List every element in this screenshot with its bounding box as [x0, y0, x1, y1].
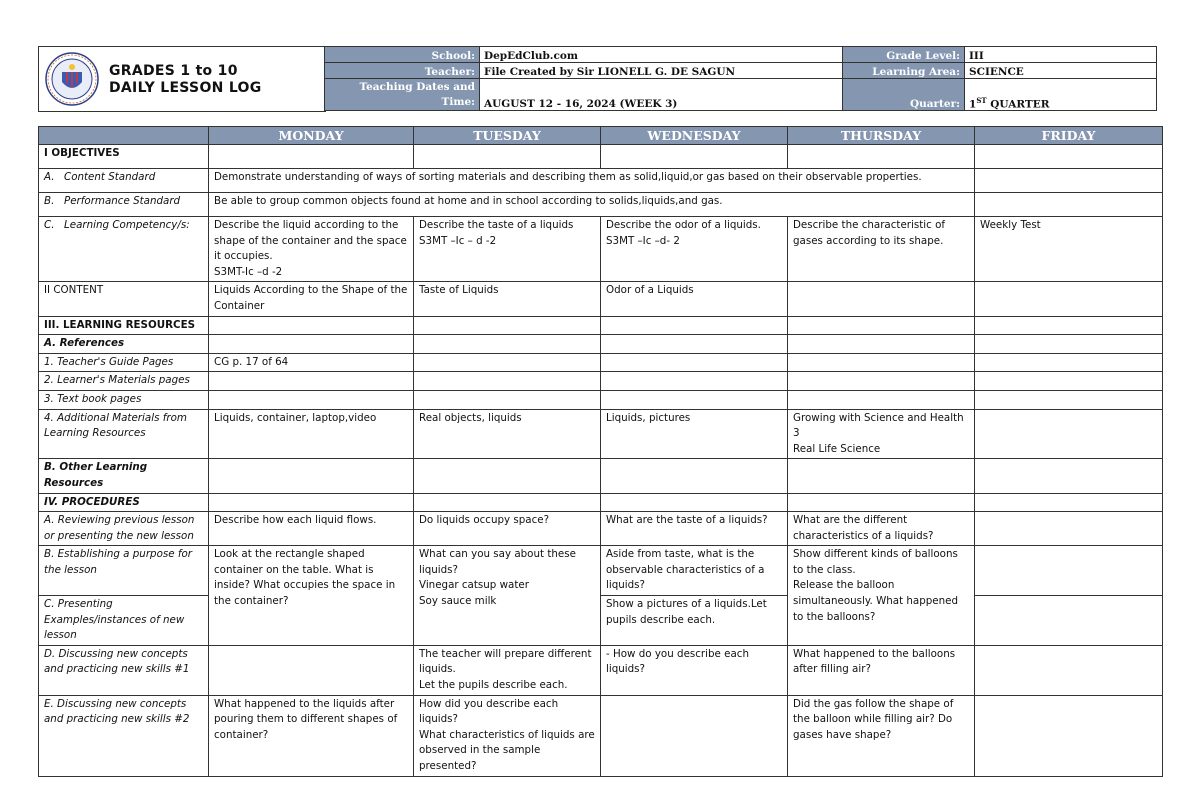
cell: [414, 316, 601, 335]
learning-competency-letter: C.: [44, 219, 55, 231]
row-references: [39, 335, 1163, 354]
cell: [975, 409, 1163, 459]
cell: [975, 169, 1163, 193]
additional-thursday: Growing with Science and Health 3 Real Life Science: [788, 409, 975, 459]
additional-monday: Liquids, container, laptop,video: [209, 409, 414, 459]
additional-materials-label: 4. Additional Materials from Learning Resources: [39, 409, 209, 459]
cell: [209, 493, 414, 512]
quarter-number: 1: [969, 98, 977, 110]
row-procedure-c: [39, 596, 1163, 646]
row-procedure-e: [39, 695, 1163, 776]
row-textbook-pages: [39, 390, 1163, 409]
corner-cell: [39, 127, 209, 145]
cell: [788, 353, 975, 372]
cell: [601, 145, 788, 169]
learning-area-label: Learning Area:: [843, 63, 965, 79]
cell: [975, 353, 1163, 372]
row-procedures: [39, 493, 1163, 512]
log-title: [109, 63, 262, 97]
row-performance-standard: [39, 193, 1163, 217]
cell: [601, 493, 788, 512]
row-procedure-a: [39, 512, 1163, 546]
cell: [209, 335, 414, 354]
performance-standard-name: Performance Standard: [64, 195, 181, 207]
row-learning-competency: [39, 217, 1163, 282]
procedure-e-label: E. Discussing new concepts and practicing new skills #2: [39, 695, 209, 776]
school-value: DepEdClub.com: [480, 47, 843, 63]
performance-standard-letter: B.: [44, 195, 55, 207]
procedure-e-monday: What happened to the liquids after pouring them to different shapes of container?: [209, 695, 414, 776]
procedure-d-label: D. Discussing new concepts and practicing new skills #1: [39, 645, 209, 695]
procedure-d-thursday: What happened to the balloons after filling air?: [788, 645, 975, 695]
quarter-text: QUARTER: [986, 98, 1050, 110]
lesson-log-header: [38, 46, 1156, 112]
procedure-a-monday: Describe how each liquid flows.: [209, 512, 414, 546]
procedure-e-tuesday: How did you describe each liquids? What characteristics of liquids are observed in the sample presented?: [414, 695, 601, 776]
cell: [975, 193, 1163, 217]
cell: [209, 459, 414, 493]
row-objectives: [39, 145, 1163, 169]
procedure-d-wednesday: - How do you describe each liquids?: [601, 645, 788, 695]
day-tuesday: TUESDAY: [414, 127, 601, 145]
cell: [601, 390, 788, 409]
cell: [975, 512, 1163, 546]
additional-tuesday: Real objects, liquids: [414, 409, 601, 459]
competency-wednesday: Describe the odor of a liquids. S3MT –Ic –d- 2: [601, 217, 788, 282]
competency-friday: Weekly Test: [975, 217, 1163, 282]
teacher-value: File Created by Sir LIONELL G. DE SAGUN: [480, 63, 843, 79]
learning-competency-label: [39, 217, 209, 282]
row-learners-materials: [39, 372, 1163, 391]
cell: [209, 145, 414, 169]
cell: [975, 335, 1163, 354]
cell: [601, 695, 788, 776]
header-info-table: [324, 46, 1157, 111]
quarter-value: [965, 79, 1157, 111]
procedure-a-thursday: What are the different characteristics of a liquids?: [788, 512, 975, 546]
content-standard-name: Content Standard: [64, 171, 156, 183]
title-box: [38, 46, 326, 112]
procedures-label: IV. PROCEDURES: [39, 493, 209, 512]
content-standard-label: [39, 169, 209, 193]
textbook-pages-label: 3. Text book pages: [39, 390, 209, 409]
objectives-label: I OBJECTIVES: [39, 145, 209, 169]
content-monday: Liquids According to the Shape of the Container: [209, 282, 414, 316]
teacher-label: Teacher:: [325, 63, 480, 79]
cell: [601, 372, 788, 391]
procedure-d-tuesday: The teacher will prepare different liquids. Let the pupils describe each.: [414, 645, 601, 695]
quarter-label: Quarter:: [843, 79, 965, 111]
day-friday: FRIDAY: [975, 127, 1163, 145]
cell: [209, 316, 414, 335]
procedure-b-wednesday: Aside from taste, what is the observable characteristics of a liquids?: [601, 546, 788, 596]
content-wednesday: Odor of a Liquids: [601, 282, 788, 316]
cell: [975, 493, 1163, 512]
school-label: School:: [325, 47, 480, 63]
procedure-b-label: B. Establishing a purpose for the lesson: [39, 546, 209, 596]
cell: [788, 145, 975, 169]
performance-standard-label: [39, 193, 209, 217]
cell: [414, 372, 601, 391]
cell: [414, 145, 601, 169]
cell: [788, 282, 975, 316]
grade-level-value: III: [965, 47, 1157, 63]
procedure-a-tuesday: Do liquids occupy space?: [414, 512, 601, 546]
content-standard-text: Demonstrate understanding of ways of sorting materials and describing them as solid,liquid,or gas based on their observable properties.: [209, 169, 975, 193]
cell: [601, 335, 788, 354]
cell: [975, 645, 1163, 695]
row-content-standard: [39, 169, 1163, 193]
cell: [975, 282, 1163, 316]
content-standard-letter: A.: [44, 171, 55, 183]
cell: [414, 335, 601, 354]
cell: [788, 459, 975, 493]
cell: [975, 546, 1163, 596]
cell: [975, 145, 1163, 169]
learning-area-value: SCIENCE: [965, 63, 1157, 79]
cell: [601, 459, 788, 493]
day-header-row: [39, 127, 1163, 145]
cell: [788, 316, 975, 335]
grade-level-label: Grade Level:: [843, 47, 965, 63]
content-tuesday: Taste of Liquids: [414, 282, 601, 316]
quarter-suffix: ST: [976, 95, 987, 105]
competency-tuesday: Describe the taste of a liquids S3MT –Ic – d -2: [414, 217, 601, 282]
cell: [209, 372, 414, 391]
procedure-bc-thursday: Show different kinds of balloons to the class. Release the balloon simultaneously. What happened to the balloons?: [788, 546, 975, 646]
learning-competency-name: Learning Competency/s:: [64, 219, 190, 231]
competency-thursday: Describe the characteristic of gases according to its shape.: [788, 217, 975, 282]
cell: [601, 316, 788, 335]
cell: [975, 390, 1163, 409]
row-content: [39, 282, 1163, 316]
day-monday: MONDAY: [209, 127, 414, 145]
title-line-2: DAILY LESSON LOG: [109, 80, 262, 96]
title-line-1: GRADES 1 to 10: [109, 63, 238, 79]
cell: [414, 353, 601, 372]
row-procedure-d: [39, 645, 1163, 695]
procedure-bc-monday: Look at the rectangle shaped container on the table. What is inside? What occupies the space in the container?: [209, 546, 414, 646]
cell: [975, 596, 1163, 646]
teaching-dates-label: Teaching Dates and Time:: [325, 79, 480, 111]
row-other-resources: [39, 459, 1163, 493]
cell: [601, 353, 788, 372]
competency-monday: Describe the liquid according to the shape of the container and the space it occupies. S3MT-Ic –d -2: [209, 217, 414, 282]
learning-resources-label: III. LEARNING RESOURCES: [39, 316, 209, 335]
teachers-guide-monday: CG p. 17 of 64: [209, 353, 414, 372]
cell: [209, 390, 414, 409]
row-additional-materials: [39, 409, 1163, 459]
row-learning-resources: [39, 316, 1163, 335]
day-wednesday: WEDNESDAY: [601, 127, 788, 145]
lesson-grid: [38, 126, 1163, 777]
learners-materials-label: 2. Learner's Materials pages: [39, 372, 209, 391]
other-resources-label: B. Other Learning Resources: [39, 459, 209, 493]
procedure-bc-tuesday: What can you say about these liquids? Vinegar catsup water Soy sauce milk: [414, 546, 601, 646]
row-procedure-b: [39, 546, 1163, 596]
teaching-dates-value: AUGUST 12 - 16, 2024 (WEEK 3): [480, 79, 843, 111]
content-label: II CONTENT: [39, 282, 209, 316]
day-thursday: THURSDAY: [788, 127, 975, 145]
cell: [975, 695, 1163, 776]
procedure-c-label: C. Presenting Examples/instances of new lesson: [39, 596, 209, 646]
procedure-c-wednesday: Show a pictures of a liquids.Let pupils describe each.: [601, 596, 788, 646]
cell: [975, 459, 1163, 493]
procedure-a-label: A. Reviewing previous lesson or presenting the new lesson: [39, 512, 209, 546]
deped-seal-icon: [45, 52, 99, 106]
cell: [975, 372, 1163, 391]
cell: [414, 493, 601, 512]
teachers-guide-label: 1. Teacher's Guide Pages: [39, 353, 209, 372]
procedure-e-thursday: Did the gas follow the shape of the balloon while filling air? Do gases have shape?: [788, 695, 975, 776]
cell: [788, 335, 975, 354]
additional-wednesday: Liquids, pictures: [601, 409, 788, 459]
cell: [788, 390, 975, 409]
cell: [975, 316, 1163, 335]
cell: [788, 372, 975, 391]
cell: [209, 645, 414, 695]
performance-standard-text: Be able to group common objects found at home and in school according to solids,liquids,and gas.: [209, 193, 975, 217]
procedure-a-wednesday: What are the taste of a liquids?: [601, 512, 788, 546]
row-teachers-guide: [39, 353, 1163, 372]
cell: [414, 390, 601, 409]
cell: [788, 493, 975, 512]
references-label: A. References: [39, 335, 209, 354]
cell: [414, 459, 601, 493]
